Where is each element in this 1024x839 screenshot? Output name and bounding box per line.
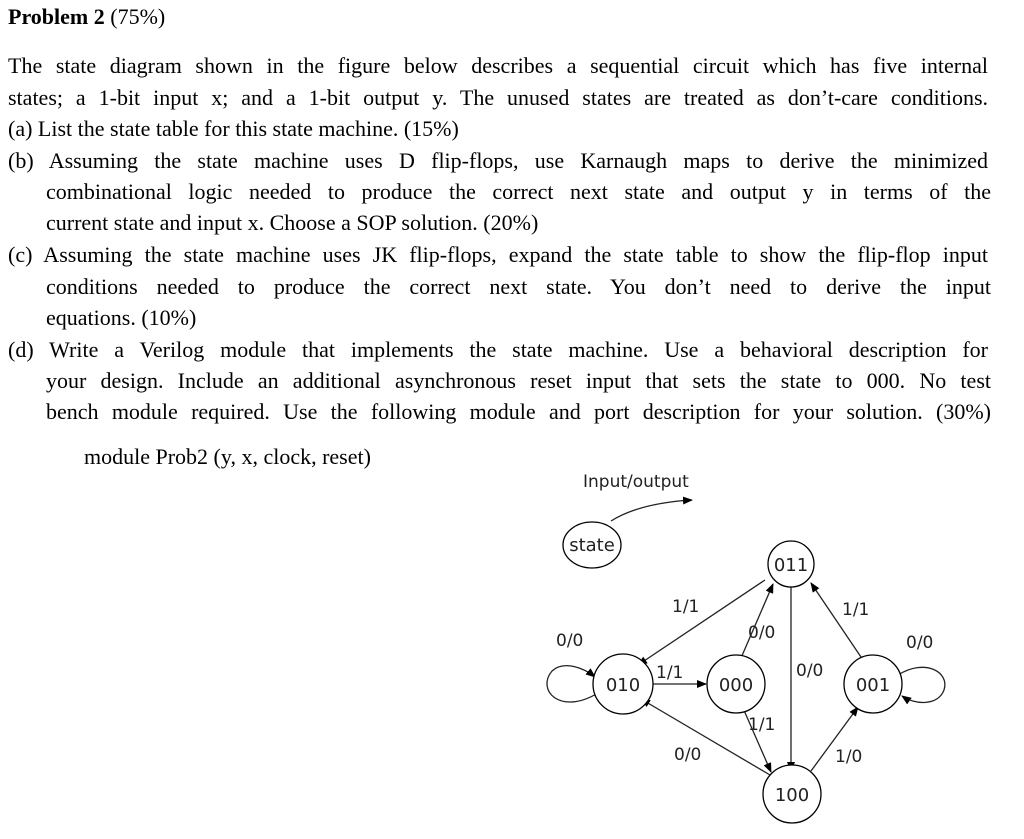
part-c-line-2: conditions needed to produce the correct next state. You don’t need to derive the input	[46, 274, 991, 299]
intro-line-1: The state diagram shown in the figure below describes a sequential circuit which has five internal	[8, 53, 988, 78]
legend-arrow	[611, 500, 692, 521]
edge-001-self-loop	[898, 667, 945, 702]
part-b-line-3: current state and input x. Choose a SOP solution. (20%)	[46, 210, 539, 235]
edge-001-to-011-label: 1/1	[842, 600, 870, 620]
part-a: (a) List the state table for this state machine. (15%)	[8, 116, 459, 141]
edge-000-to-011-line	[741, 584, 776, 658]
edge-001-self-label: 0/0	[906, 633, 934, 653]
edge-010-self-loop	[547, 666, 598, 702]
part-c-line-1: (c) Assuming the state machine uses JK flip-flops, expand the state table to show the flip-flop input	[8, 242, 988, 267]
part-d-line-2: your design. Include an additional asynchronous reset input that sets the state to 000. No test	[46, 368, 991, 393]
part-b-line-2: combinational logic needed to produce the correct next state and output y in terms of the	[46, 179, 991, 204]
intro-line-2: states; a 1-bit input x; and a 1-bit output y. The unused states are treated as don’t-care conditions.	[8, 85, 988, 110]
state-node-100	[763, 765, 821, 823]
part-d-line-1: (d) Write a Verilog module that implements the state machine. Use a behavioral description for	[8, 337, 988, 362]
edge-011-to-100-label: 0/0	[796, 661, 824, 681]
edge-010-to-011-label: 1/1	[672, 597, 700, 617]
part-b-line-1: (b) Assuming the state machine uses D flip-flops, use Karnaugh maps to derive the minimized	[8, 148, 988, 173]
edge-100-to-010-label: 0/0	[674, 745, 702, 765]
edge-000-to-011-label: 0/0	[748, 623, 776, 643]
edge-100-to-010-line	[641, 699, 770, 775]
state-010-label: 010	[605, 675, 641, 696]
state-node-011	[768, 541, 814, 587]
state-100-label: 100	[774, 785, 810, 806]
state-node-001	[844, 655, 902, 713]
problem-title: Problem 2	[8, 4, 105, 29]
edge-001-to-011-line	[811, 583, 863, 660]
edge-010-to-000-label: 1/1	[656, 663, 684, 683]
edge-010-self-label: 0/0	[556, 631, 584, 651]
edge-000-to-100-label: 1/1	[748, 715, 776, 735]
state-001-label: 001	[855, 675, 891, 696]
edge-010-to-011-line	[638, 580, 765, 665]
edge-100-to-001-label: 1/0	[835, 747, 863, 767]
state-011-label: 011	[773, 555, 809, 576]
legend-label: Input/output	[583, 472, 689, 492]
legend-state-label: state	[569, 535, 615, 556]
module-declaration: module Prob2 (y, x, clock, reset)	[84, 444, 371, 469]
problem-weight: (75%)	[110, 4, 166, 29]
state-node-010	[593, 654, 653, 714]
state-node-000	[707, 655, 765, 713]
part-c-line-3: equations. (10%)	[46, 305, 197, 330]
state-000-label: 000	[718, 675, 754, 696]
part-d-line-3: bench module required. Use the following module and port description for your solution. (30%)	[46, 399, 991, 424]
